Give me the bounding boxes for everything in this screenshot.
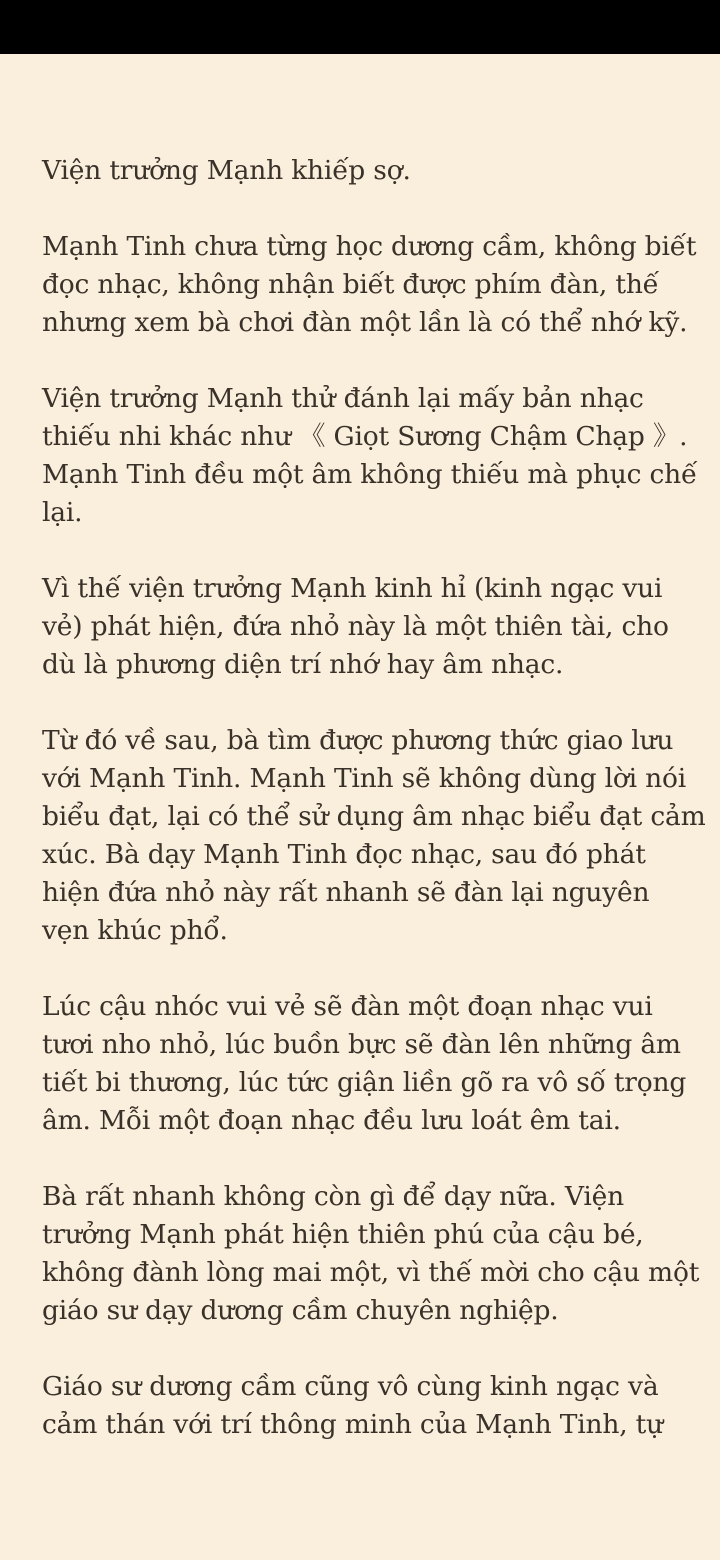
- text-paragraph: [42, 570, 678, 684]
- text-line: nhưng xem bà chơi đàn một lần là có thể nhớ kỹ.: [42, 307, 688, 338]
- text-line: giáo sư dạy dương cầm chuyên nghiệp.: [42, 1295, 559, 1326]
- text-line: Từ đó về sau, bà tìm được phương thức giao lưu: [42, 725, 674, 756]
- text-line: hiện đứa nhỏ này rất nhanh sẽ đàn lại nguyên: [42, 877, 650, 908]
- text-line: Viện trưởng Mạnh thử đánh lại mấy bản nhạc: [42, 383, 644, 414]
- status-bar: [0, 0, 720, 54]
- text-line: vẹn khúc phổ.: [42, 915, 228, 946]
- text-line: trưởng Mạnh phát hiện thiên phú của cậu bé,: [42, 1219, 644, 1250]
- text-line: lại.: [42, 497, 83, 528]
- text-line: âm. Mỗi một đoạn nhạc đều lưu loát êm tai.: [42, 1105, 621, 1136]
- text-line: Mạnh Tinh chưa từng học dương cầm, không biết: [42, 231, 697, 262]
- text-line: dù là phương diện trí nhớ hay âm nhạc.: [42, 649, 564, 680]
- reading-text-area[interactable]: [42, 152, 706, 1482]
- text-line: biểu đạt, lại có thể sử dụng âm nhạc biểu đạt cảm: [42, 801, 706, 832]
- text-paragraph: [42, 1178, 700, 1330]
- text-line: vẻ) phát hiện, đứa nhỏ này là một thiên tài, cho: [42, 611, 669, 642]
- text-line: không đành lòng mai một, vì thế mời cho cậu một: [42, 1257, 700, 1288]
- text-paragraph: [42, 380, 698, 532]
- text-line: Lúc cậu nhóc vui vẻ sẽ đàn một đoạn nhạc vui: [42, 991, 653, 1022]
- text-paragraph: [42, 988, 687, 1140]
- text-line: Mạnh Tinh đều một âm không thiếu mà phục chế: [42, 459, 698, 490]
- text-line: Giáo sư dương cầm cũng vô cùng kinh ngạc và: [42, 1371, 659, 1402]
- text-line: Vì thế viện trưởng Mạnh kinh hỉ (kinh ngạc vui: [42, 573, 663, 604]
- text-paragraph: [42, 1368, 678, 1444]
- text-paragraph: [42, 228, 697, 342]
- text-line: tươi nho nhỏ, lúc buồn bực sẽ đàn lên những âm: [42, 1029, 681, 1060]
- text-line: với Mạnh Tinh. Mạnh Tinh sẽ không dùng lời nói: [42, 763, 686, 794]
- text-line: Viện trưởng Mạnh khiếp sợ.: [42, 155, 411, 186]
- text-line: Bà rất nhanh không còn gì để dạy nữa. Viện: [42, 1181, 624, 1212]
- text-line: cảm thán với trí thông minh của Mạnh Tinh, tự: [42, 1409, 663, 1440]
- text-paragraph: [42, 152, 678, 190]
- text-line: tiết bi thương, lúc tức giận liền gõ ra vô số trọng: [42, 1067, 687, 1098]
- text-line: xúc. Bà dạy Mạnh Tinh đọc nhạc, sau đó phát: [42, 839, 646, 870]
- text-paragraph: [42, 722, 706, 950]
- text-line: thiếu nhi khác như 《 Giọt Sương Chậm Chạp 》.: [42, 421, 688, 452]
- text-line: đọc nhạc, không nhận biết được phím đàn, thế: [42, 269, 659, 300]
